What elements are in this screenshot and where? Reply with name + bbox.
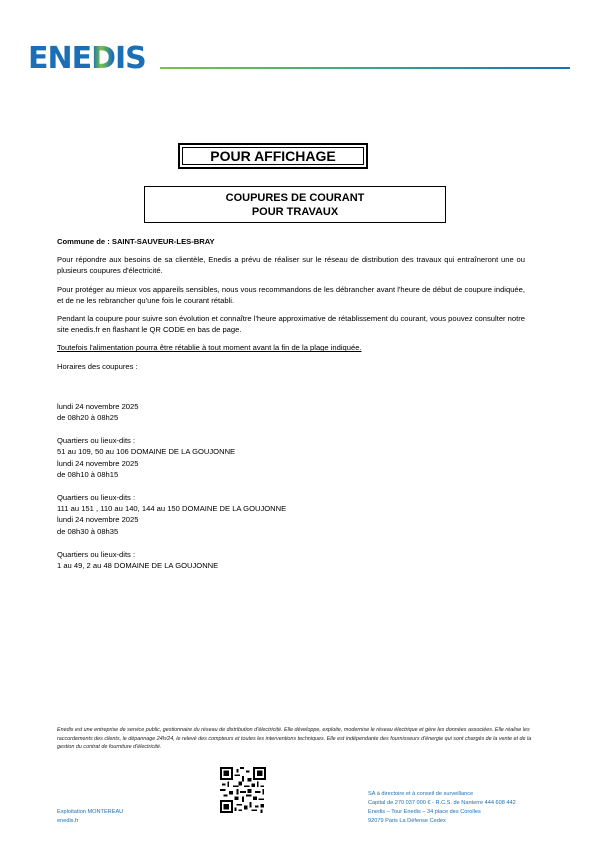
- paragraph-qr: Pendant la coupure pour suivre son évolution et connaître l'heure approximative de rétablissement du courant, vous pouvez consulter notre site enedis.fr en flashant le QR CODE en bas de page.: [57, 314, 525, 335]
- coupure-3-places: 1 au 49, 2 au 48 DOMAINE DE LA GOUJONNE: [57, 561, 219, 571]
- coupure-2-places: 111 au 151 , 110 au 140, 144 au 150 DOMAINE DE LA GOUJONNE: [57, 504, 287, 514]
- coupure-1-date: lundi 24 novembre 2025: [57, 401, 139, 411]
- subtitle-box: [144, 186, 446, 223]
- subtitle-line1: COUPURES DE COURANT: [225, 192, 365, 204]
- coupure-1-places-label: Quartiers ou lieux-dits :: [57, 436, 136, 446]
- footer-left: [57, 808, 123, 826]
- coupure-2-places-label: Quartiers ou lieux-dits :: [57, 493, 136, 503]
- website-link[interactable]: enedis.fr: [57, 818, 79, 824]
- enedis-logo: [28, 40, 156, 74]
- coupure-1-places: 51 au 109, 50 au 106 DOMAINE DE LA GOUJONNE: [57, 447, 236, 457]
- commune-value: SAINT-SAUVEUR-LES-BRAY: [111, 237, 215, 246]
- main-content: [57, 236, 525, 571]
- footer-note: Enedis est une entreprise de service public, gestionnaire du réseau de distribution d'électricité. Elle développe, exploite, modernise le réseau électrique et gère les données associées. Elle réalise les raccordements des clients, le dépannage 24h/24, le relevé des compteurs et toutes les interventions techniques. Elle est indépendante des fournisseurs d'énergie qui sont chargés de la vente et de la gestion du contrat de fourniture d'électricité.: [57, 727, 532, 751]
- coupure-2-time: de 08h10 à 08h15: [57, 469, 119, 479]
- commune-line: [57, 236, 525, 247]
- subtitle-line2: POUR TRAVAUX: [251, 206, 339, 218]
- coupure-3-time: de 08h30 à 08h35: [57, 526, 119, 536]
- footer-right: [368, 790, 516, 826]
- paragraph-intro: Pour répondre aux besoins de sa clientèle, Enedis a prévu de réaliser sur le réseau de distribution des travaux qui entraîneront une ou plusieurs coupures d'électricité.: [57, 255, 525, 276]
- exploitation-label: Exploitation MONTEREAU: [57, 809, 124, 815]
- commune-label: Commune de :: [57, 237, 110, 246]
- svg-text:ENEDIS: ENEDIS: [28, 41, 146, 74]
- qr-code[interactable]: [220, 767, 266, 813]
- company-info-2: Capital de 270 037 000 € - R.C.S. de Nanterre 444 608 442: [368, 800, 516, 806]
- coupure-1-time: de 08h20 à 08h25: [57, 413, 119, 423]
- company-info-4: 92079 Paris La Défense Cedex: [368, 818, 446, 824]
- warning-text: Toutefois l'alimentation pourra être rétablie à tout moment avant la fin de la plage indiquée.: [57, 343, 362, 353]
- company-info-3: Enedis – Tour Enedis – 34 place des Corolles: [368, 809, 481, 815]
- company-info-1: SA à directoire et à conseil de surveillance: [368, 791, 474, 797]
- coupure-3-places-label: Quartiers ou lieux-dits :: [57, 549, 136, 559]
- header-line: [160, 67, 570, 69]
- coupure-3-date: lundi 24 novembre 2025: [57, 515, 139, 525]
- horaires-label: Horaires des coupures :: [57, 361, 138, 371]
- title-box: [178, 143, 368, 169]
- coupure-2-date: lundi 24 novembre 2025: [57, 458, 139, 468]
- page-title: POUR AFFICHAGE: [182, 147, 364, 165]
- paragraph-protect: Pour protéger au mieux vos appareils sensibles, nous vous recommandons de les débrancher avant l'heure de début de coupure indiquée, et de ne les rebrancher qu'une fois le courant rétabli.: [57, 284, 525, 305]
